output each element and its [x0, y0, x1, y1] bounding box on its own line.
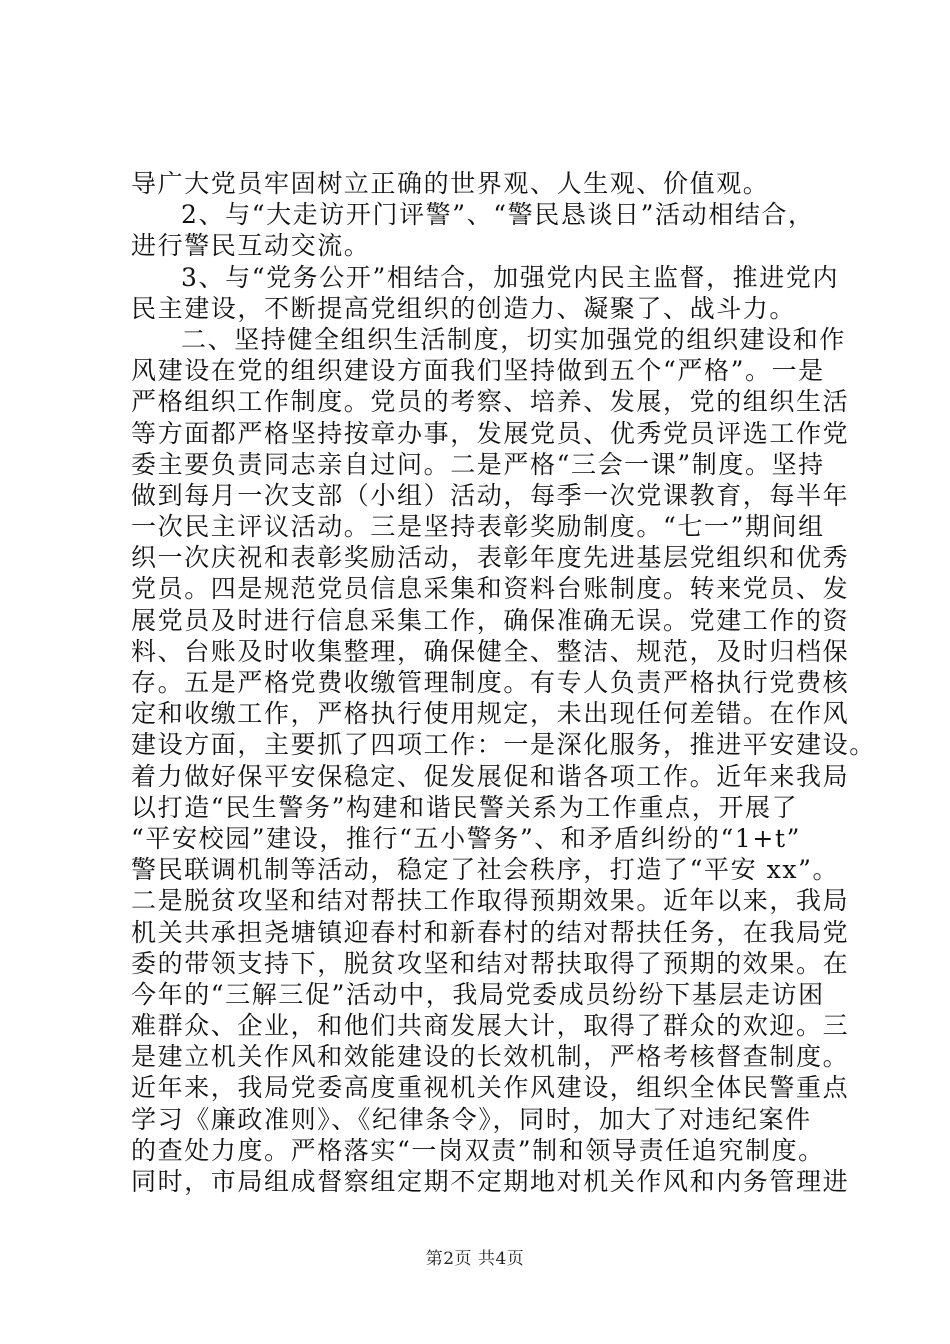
text-line: 导广大党员牢固树立正确的世界观、人生观、价值观。 [131, 169, 770, 198]
section-2-line: 严格组织工作制度。党员的考察、培养、发展，党的组织生活 [131, 387, 850, 417]
section-2-line: 今年的“三解三促”活动中，我局党委成员纷纷下基层走访困 [131, 979, 825, 1009]
section-2-line: 存。五是严格党费收缴管理制度。有专人负责严格执行党费核 [131, 668, 850, 697]
section-2-line: 二是脱贫攻坚和结对帮扶工作取得预期效果。近年以来，我局 [131, 886, 850, 916]
section-2-line: 近年来，我局党委高度重视机关作风建设，组织全体民警重点 [131, 1073, 850, 1103]
section-2-line: “平安校园”建设，推行“五小警务”、和矛盾纠纷的“1+t” [131, 823, 801, 853]
section-2-line: 做到每月一次支部（小组）活动，每季一次党课教育，每半年 [131, 480, 850, 510]
section-2-line: 委主要负责同志亲自过问。二是严格“三会一课”制度。坚持 [131, 449, 825, 479]
section-2-line: 委的带领支持下，脱贫攻坚和结对帮扶取得了预期的效果。在 [131, 948, 850, 978]
list-item-3-line: 民主建设，不断提高党组织的创造力、凝聚了、战斗力。 [131, 293, 797, 323]
section-2-line: 党员。四是规范党员信息采集和资料台账制度。转来党员、发 [131, 574, 850, 604]
section-2-line: 机关共承担尧塘镇迎春村和新春村的结对帮扶任务，在我局党 [131, 917, 850, 947]
section-2-line: 一次民主评议活动。三是坚持表彰奖励制度。“七一”期间组 [131, 512, 825, 542]
section-2-line: 是建立机关作风和效能建设的长效机制，严格考核督查制度。 [131, 1042, 850, 1072]
list-item-3-line: 3、与“党务公开”相结合，加强党内民主监督，推进党内 [181, 262, 840, 292]
section-2-line: 学习《廉政准则》、《纪律条令》，同时，加大了对违纪案件 [131, 1104, 812, 1134]
section-2-line: 建设方面，主要抓了四项工作：一是深化服务，推进平安建设。 [131, 730, 876, 760]
section-2-line: 风建设在党的组织建设方面我们坚持做到五个“严格”。一是 [131, 356, 825, 386]
section-2-line: 的查处力度。严格落实“一岗双责”制和领导责任追究制度。 [131, 1135, 825, 1165]
section-2-line: 展党员及时进行信息采集工作，确保准确无误。党建工作的资 [131, 605, 850, 635]
section-2-line: 二、坚持健全组织生活制度，切实加强党的组织建设和作 [181, 324, 847, 354]
list-item-2-line: 2、与“大走访开门评警”、“警民恳谈日”活动相结合， [181, 200, 815, 230]
section-2-line: 着力做好保平安保稳定、促发展促和谐各项工作。近年来我局 [131, 761, 850, 791]
section-2-line: 同时，市局组成督察组定期不定期地对机关作风和内务管理进 [131, 1167, 850, 1196]
section-2-line: 警民联调机制等活动，稳定了社会秩序，打造了“平安 xx”。 [131, 855, 840, 885]
section-2-line: 难群众、企业，和他们共商发展大计，取得了群众的欢迎。三 [131, 1011, 850, 1041]
section-2-line: 料、台账及时收集整理，确保健全、整洁、规范，及时归档保 [131, 636, 850, 666]
section-2-line: 定和收缴工作，严格执行使用规定，未出现任何差错。在作风 [131, 699, 850, 729]
page-number-footer: 第2页 共4页 [425, 1249, 525, 1269]
section-2-line: 织一次庆祝和表彰奖励活动，表彰年度先进基层党组织和优秀 [131, 543, 850, 573]
list-item-2-line: 进行警民互动交流。 [131, 231, 371, 261]
section-2-line: 等方面都严格坚持按章办事，发展党员、优秀党员评选工作党 [131, 418, 850, 448]
section-2-line: 以打造“民生警务”构建和谐民警关系为工作重点，开展了 [131, 792, 799, 822]
document-body [131, 168, 876, 1197]
